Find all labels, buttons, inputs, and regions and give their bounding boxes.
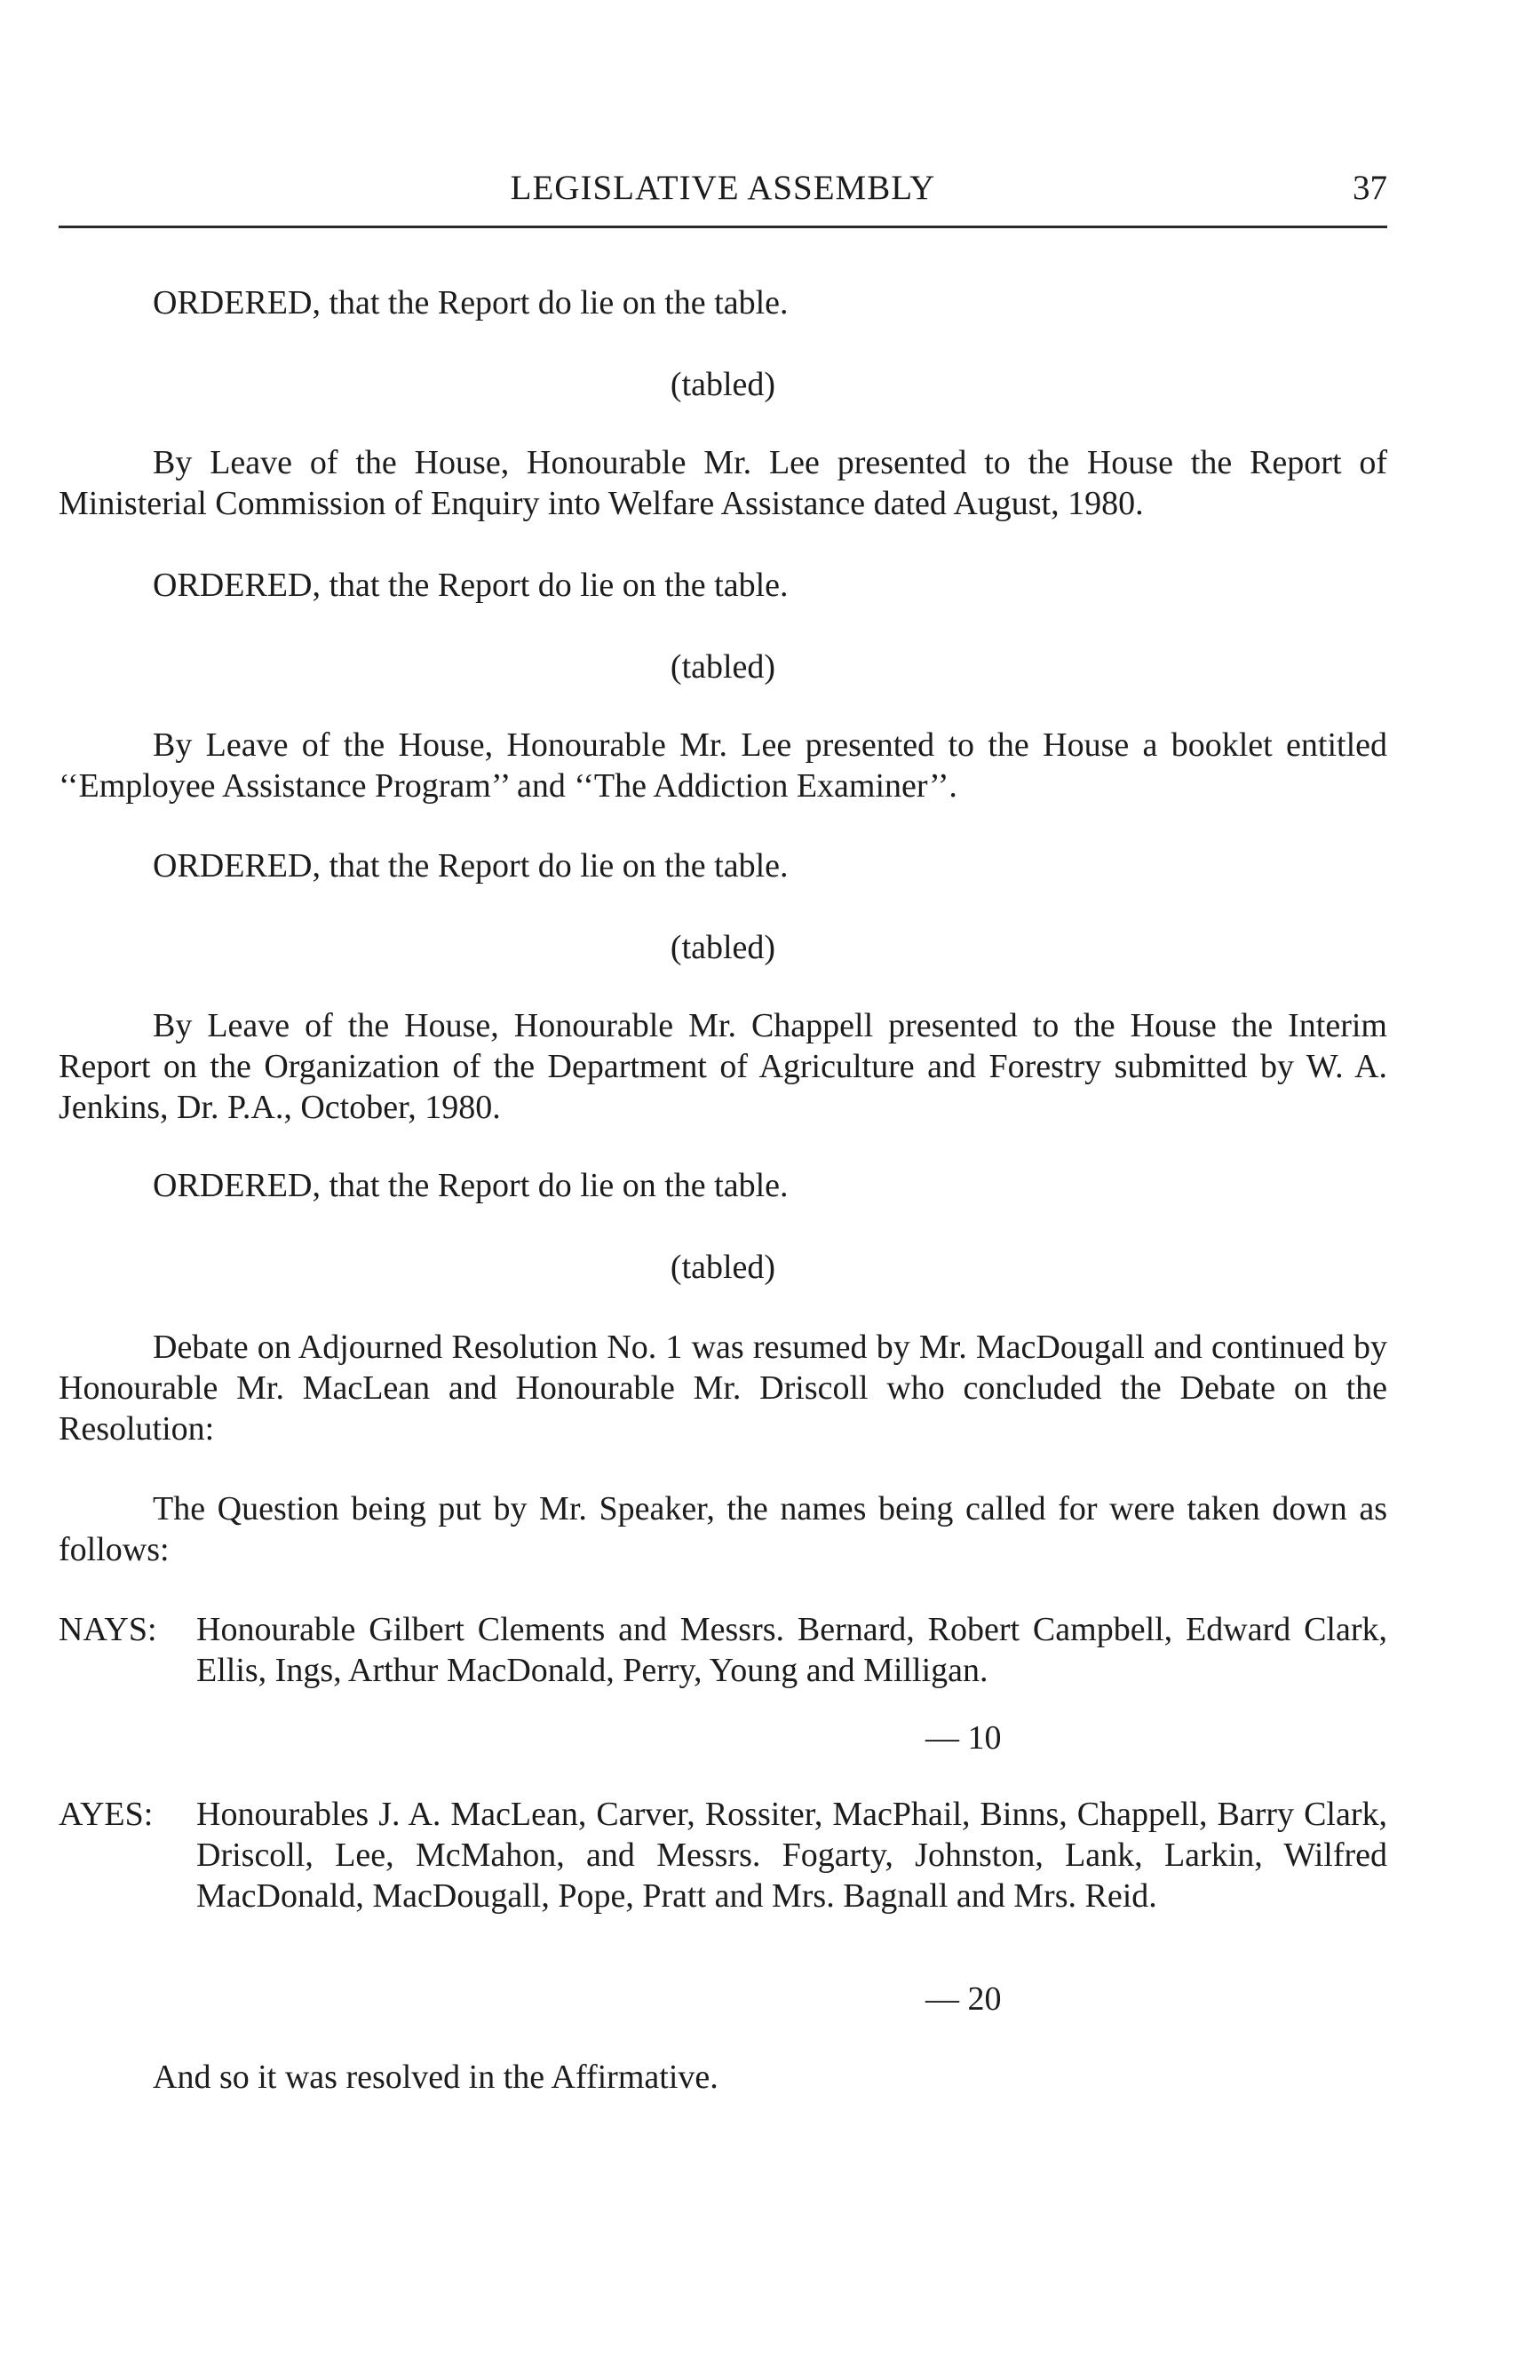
nays-count-value: — 10 <box>925 1719 1002 1757</box>
paragraph-question: The Question being put by Mr. Speaker, the names being called for were taken down as follows: <box>59 1490 1387 1568</box>
tabled-note: (tabled) <box>670 1249 776 1286</box>
tabled-note: (tabled) <box>670 648 776 686</box>
ayes-names: Honourables J. A. MacLean, Carver, Rossiter, MacPhail, Binns, Chappell, Barry Clark, Driscoll, Lee, McMahon, and Messrs. Fogarty, Johnston, Lank, Larkin, Wilfred MacDonald, MacDougall, Pope, Pratt and Mrs. Bagnall and Mrs. Reid. <box>196 1796 1387 1915</box>
header-rule <box>59 226 1387 228</box>
nays-count <box>59 1718 1387 1758</box>
ordered-statement: ORDERED, that the Report do lie on the table. <box>153 567 789 604</box>
paragraph-debate: Debate on Adjourned Resolution No. 1 was resumed by Mr. MacDougall and continued by Honourable Mr. MacLean and Honourable Mr. Driscoll who concluded the Debate on the Resolution: <box>59 1329 1387 1448</box>
ordered-statement: ORDERED, that the Report do lie on the table. <box>153 284 789 321</box>
ayes-label: AYES: <box>59 1796 154 1833</box>
ordered-statement: ORDERED, that the Report do lie on the table. <box>153 1167 789 1204</box>
nays-list <box>59 1609 1387 1691</box>
closing-statement: And so it was resolved in the Affirmative. <box>153 2059 718 2096</box>
ayes-list <box>59 1794 1387 1957</box>
paragraph-interim-report: By Leave of the House, Honourable Mr. Chappell presented to the House the Interim Report on the Organization of the Department of Agriculture and Forestry submitted by W. A. Jenkins, Dr. P.A., October, 1980. <box>59 1007 1387 1126</box>
ayes-count <box>59 1979 1387 2019</box>
nays-names: Honourable Gilbert Clements and Messrs. Bernard, Robert Campbell, Edward Clark, Ellis, Ings, Arthur MacDonald, Perry, Young and Milligan. <box>196 1611 1387 1689</box>
paragraph-booklet: By Leave of the House, Honourable Mr. Lee presented to the House a booklet entitled ‘‘Employee Assistance Program’’ and ‘‘The Addiction Examiner’’. <box>59 726 1387 805</box>
paragraph-welfare-report: By Leave of the House, Honourable Mr. Lee presented to the House the Report of Ministerial Commission of Enquiry into Welfare Assistance dated August, 1980. <box>59 444 1387 522</box>
page-number: 37 <box>1353 169 1387 207</box>
tabled-note: (tabled) <box>670 366 776 403</box>
ayes-count-value: — 20 <box>925 1980 1002 2018</box>
header-title: LEGISLATIVE ASSEMBLY <box>510 169 936 207</box>
tabled-note: (tabled) <box>670 929 776 966</box>
nays-label: NAYS: <box>59 1611 157 1648</box>
ordered-statement: ORDERED, that the Report do lie on the table. <box>153 847 789 885</box>
page-header <box>59 165 1387 218</box>
